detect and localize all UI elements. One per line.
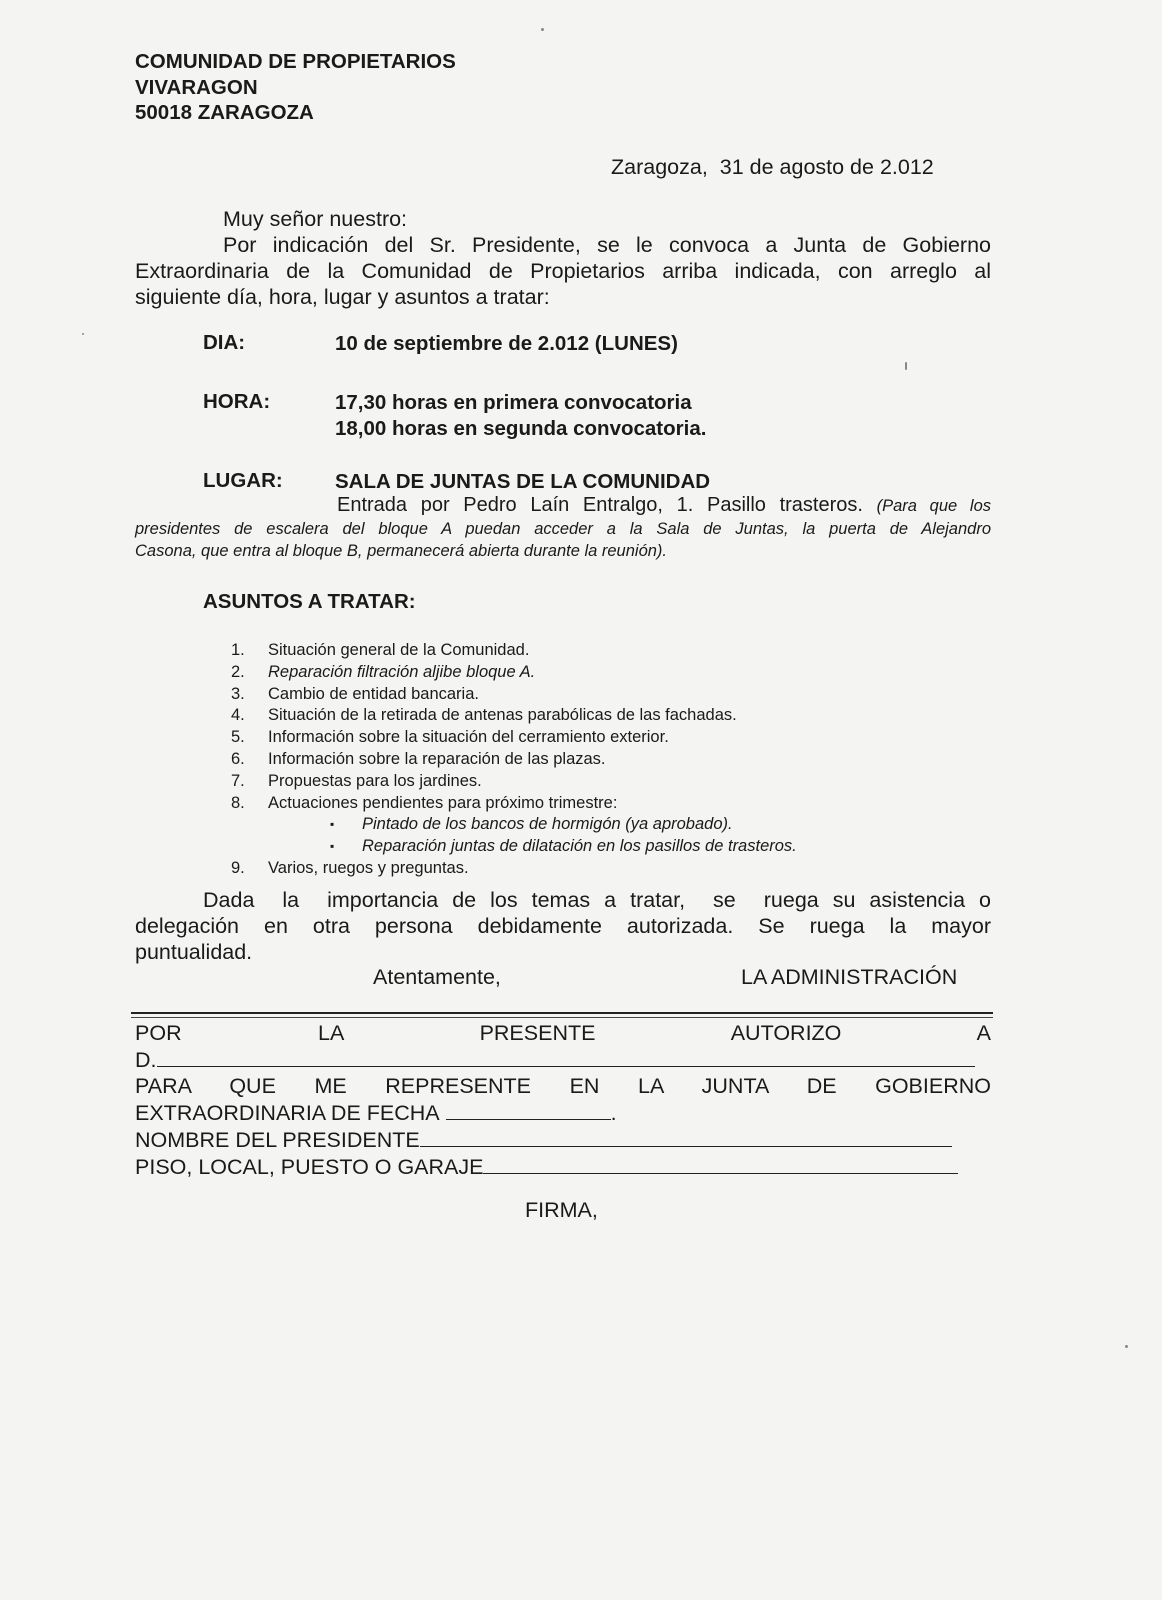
sub-list-wrapper	[231, 814, 797, 858]
hora-second-call: 18,00 horas en segunda convocatoria.	[335, 417, 707, 440]
piso-field[interactable]	[483, 1153, 958, 1174]
hora-values	[335, 390, 706, 442]
intro-paragraph	[135, 232, 991, 310]
closing-line-2: delegación en otra persona debidamente autorizada. Se ruega la mayor	[135, 914, 991, 938]
sub-list	[231, 814, 797, 858]
list-item	[231, 684, 797, 706]
form-line-fecha	[135, 1099, 991, 1126]
header-block	[135, 49, 456, 126]
item-text: Información sobre la reparación de las plazas.	[268, 749, 606, 768]
authorization-form	[135, 1020, 991, 1180]
asuntos-title: ASUNTOS A TRATAR:	[203, 590, 416, 613]
divider-line	[131, 1012, 993, 1014]
dia-label: DIA:	[203, 331, 246, 354]
closing-paragraph	[135, 887, 991, 965]
greeting: Muy señor nuestro:	[223, 207, 408, 231]
community-city: 50018 ZARAGOZA	[135, 101, 314, 124]
atentamente: Atentamente,	[373, 965, 501, 989]
item-number: 9.	[231, 858, 245, 877]
form-line-presidente	[135, 1126, 991, 1153]
hora-label: HORA:	[203, 390, 271, 413]
scan-speck	[82, 333, 84, 335]
list-item	[231, 727, 797, 749]
list-item	[231, 662, 797, 684]
letter-date: Zaragoza, 31 de agosto de 2.012	[611, 155, 934, 179]
presidente-name-field[interactable]	[420, 1126, 952, 1147]
community-name: COMUNIDAD DE PROPIETARIOS	[135, 50, 456, 73]
list-item	[231, 858, 797, 880]
lugar-note-start: (Para que los	[876, 497, 991, 515]
item-text: Información sobre la situación del cerramiento exterior.	[268, 728, 669, 747]
fecha-period: .	[610, 1101, 617, 1125]
item-number: 3.	[231, 684, 245, 703]
bullet-icon: ▪	[330, 817, 335, 832]
community-subname: VIVARAGON	[135, 75, 258, 99]
delegate-label: D.	[135, 1048, 157, 1072]
list-item	[231, 793, 797, 815]
sub-list-item	[330, 814, 797, 836]
sub-list-item	[330, 836, 797, 858]
lugar-entrada: Entrada por Pedro Laín Entralgo, 1. Pasillo trasteros.	[337, 494, 863, 516]
agenda-list	[231, 640, 797, 880]
item-text: Situación de la retirada de antenas parabólicas de las fachadas.	[268, 706, 737, 725]
form-line-piso	[135, 1153, 991, 1180]
dia-value: 10 de septiembre de 2.012 (LUNES)	[335, 332, 678, 355]
bullet-icon: ▪	[330, 839, 335, 854]
item-text: Situación general de la Comunidad.	[268, 641, 530, 659]
closing-line-1: Dada la importancia de los temas a tratar, se ruega su asistencia o	[203, 888, 991, 912]
item-number: 5.	[231, 728, 245, 747]
item-text: Cambio de entidad bancaria.	[268, 684, 479, 703]
item-number: 6.	[231, 749, 245, 768]
item-text: Varios, ruegos y preguntas.	[268, 858, 469, 877]
item-number: 1.	[231, 641, 245, 659]
form-line-delegate	[135, 1046, 991, 1073]
item-number: 4.	[231, 706, 245, 725]
item-text: Propuestas para los jardines.	[268, 771, 482, 790]
scan-speck	[541, 28, 544, 31]
closing-line-3: puntualidad.	[135, 940, 253, 964]
lugar-entrada-line	[135, 494, 991, 518]
list-item	[231, 640, 797, 662]
list-item	[231, 771, 797, 793]
hora-first-call: 17,30 horas en primera convocatoria	[335, 391, 692, 414]
presidente-label: NOMBRE DEL PRESIDENTE	[135, 1128, 420, 1152]
lugar-value: SALA DE JUNTAS DE LA COMUNIDAD	[335, 470, 711, 493]
administracion-signature: LA ADMINISTRACIÓN	[741, 965, 958, 989]
item-text: Actuaciones pendientes para próximo trimestre:	[268, 793, 618, 812]
item-number: 8.	[231, 793, 245, 812]
scan-speck	[1125, 1345, 1128, 1348]
delegate-name-field[interactable]	[157, 1046, 976, 1067]
form-line-autorizo: POR LA PRESENTE AUTORIZO A	[135, 1021, 991, 1045]
firma-label: FIRMA,	[525, 1198, 598, 1222]
scan-speck	[905, 362, 907, 370]
lugar-details	[135, 494, 991, 562]
lugar-note-line-2: presidentes de escalera del bloque A puedan acceder a la Sala de Juntas, la puerta de Alejandro	[135, 520, 991, 538]
item-number: 7.	[231, 771, 245, 790]
item-number: 2.	[231, 662, 245, 681]
intro-line-1: Por indicación del Sr. Presidente, se le convoca a Junta de Gobierno	[223, 233, 991, 257]
list-item	[231, 705, 797, 727]
divider-line-thin	[131, 1017, 993, 1018]
lugar-note-line-3: Casona, que entra al bloque B, permanecerá abierta durante la reunión).	[135, 542, 668, 560]
fecha-label: EXTRAORDINARIA DE FECHA	[135, 1101, 440, 1125]
intro-line-3: siguiente día, hora, lugar y asuntos a tratar:	[135, 285, 550, 309]
list-item	[231, 749, 797, 771]
sub-item-text: Pintado de los bancos de hormigón (ya aprobado).	[362, 815, 733, 834]
form-line-represente: PARA QUE ME REPRESENTE EN LA JUNTA DE GOBIERNO	[135, 1074, 991, 1098]
intro-line-2: Extraordinaria de la Comunidad de Propietarios arriba indicada, con arreglo al	[135, 259, 991, 283]
lugar-label: LUGAR:	[203, 469, 283, 492]
fecha-field[interactable]	[446, 1099, 611, 1120]
sub-item-text: Reparación juntas de dilatación en los pasillos de trasteros.	[362, 837, 797, 856]
item-text: Reparación filtración aljibe bloque A.	[268, 662, 536, 681]
piso-label: PISO, LOCAL, PUESTO O GARAJE	[135, 1155, 484, 1179]
